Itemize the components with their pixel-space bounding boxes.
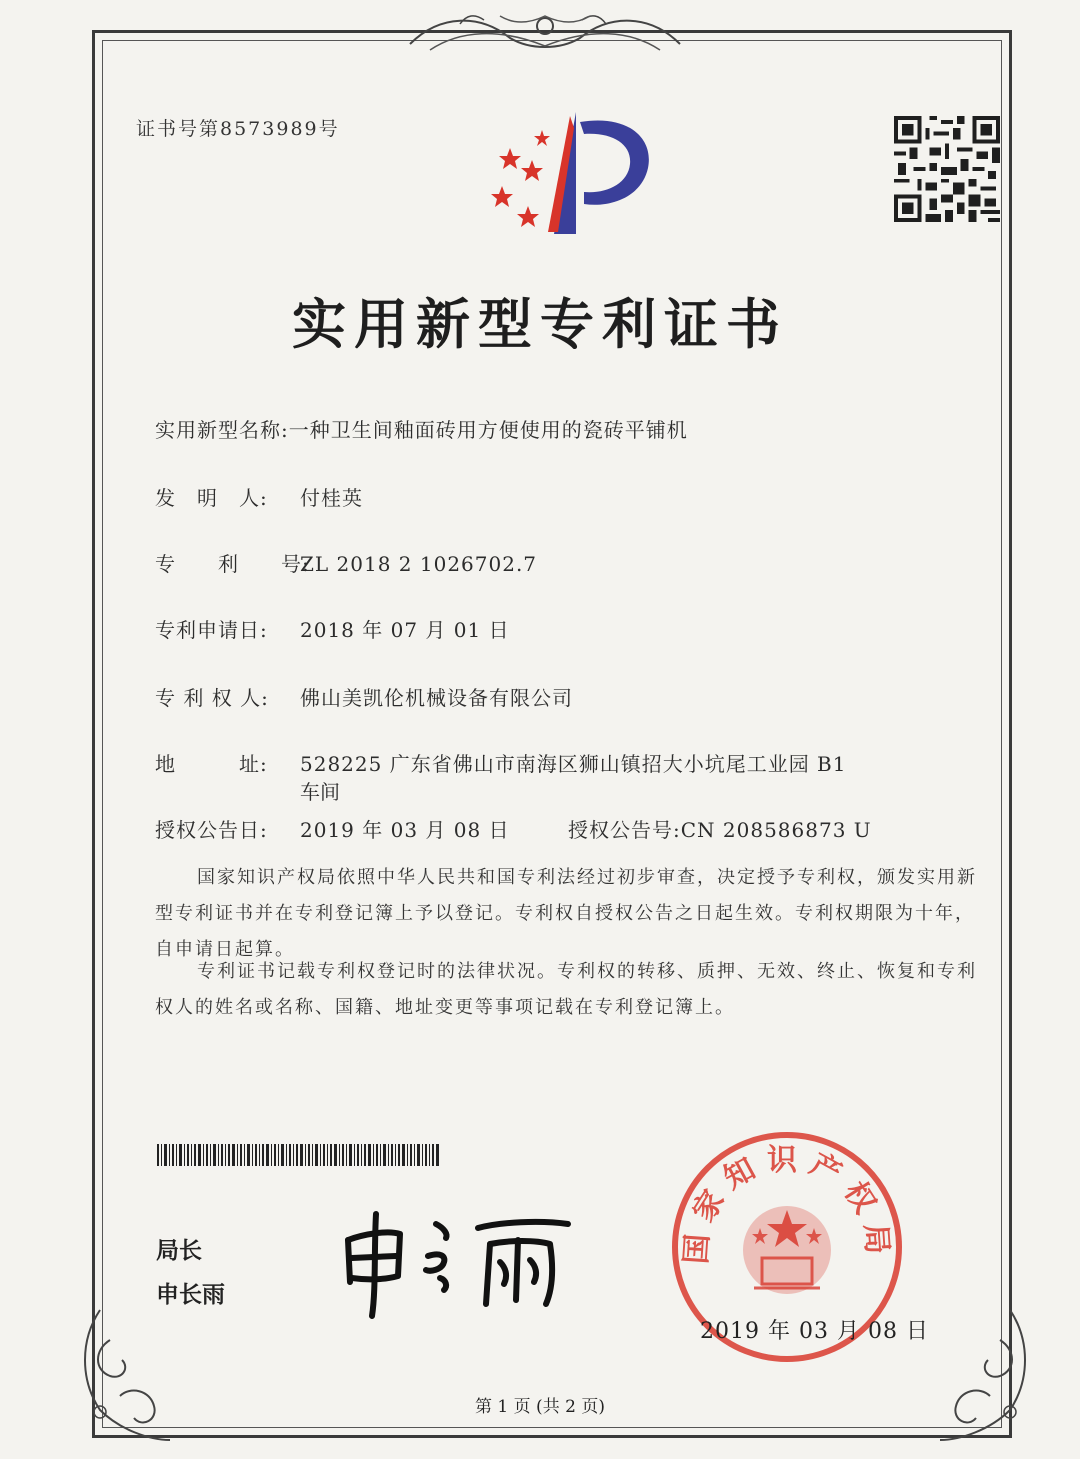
announcement-date-row	[155, 814, 510, 843]
announcement-date-value: 2019 年 03 月 08 日	[300, 818, 510, 842]
seal-date: 2019 年 03 月 08 日	[700, 1319, 929, 1344]
certificate-title: 实用新型专利证书	[292, 293, 788, 356]
signatory-name: 申长雨	[156, 1282, 225, 1308]
inventor-value: 付桂英	[300, 486, 363, 510]
patentee-value: 佛山美凯伦机械设备有限公司	[300, 686, 573, 710]
qr-code	[893, 116, 1001, 222]
filing-date-row	[155, 614, 510, 643]
statement-paragraph-2: 专利证书记载专利权登记时的法律状况。专利权的转移、质押、无效、终止、恢复和专利权人的姓名或名称、国籍、地址变更等事项记载在专利登记簿上。	[155, 961, 977, 1018]
patent-number-row	[155, 548, 537, 577]
signatory-title: 局长	[156, 1238, 202, 1264]
utility-model-name-label: 实用新型名称:	[155, 418, 289, 442]
filing-date-value: 2018 年 07 月 01 日	[300, 618, 510, 642]
barcode	[157, 1144, 439, 1166]
announcement-number-value: CN 208586873 U	[680, 818, 872, 842]
patentee-label: 专 利 权 人:	[155, 686, 269, 710]
utility-model-name-value: 一种卫生间釉面砖用方便使用的瓷砖平铺机	[288, 418, 688, 442]
address-value: 528225 广东省佛山市南海区狮山镇招大小坑尾工业园 B1	[300, 752, 847, 776]
page-indicator: 第 1 页 (共 2 页)	[475, 1397, 605, 1417]
bottom-left-ornament	[70, 1300, 180, 1450]
bottom-right-ornament	[930, 1300, 1040, 1450]
statement-paragraph-1: 国家知识产权局依照中华人民共和国专利法经过初步审查，决定授予专利权，颁发实用新型专利证书并在专利登记簿上予以登记。专利权自授权公告之日起生效。专利权期限为十年，自申请日起算。	[155, 867, 977, 960]
address-label: 地 址:	[155, 752, 268, 776]
inventor-row	[155, 482, 363, 511]
patent-number-label: 专 利 号:	[155, 552, 310, 576]
certificate-number: 证书号第8573989号	[136, 118, 340, 140]
patent-number-value: ZL 2018 2 1026702.7	[300, 552, 538, 576]
inventor-label: 发 明 人:	[155, 486, 268, 510]
patent-office-logo	[488, 108, 658, 242]
announcement-number-label: 授权公告号:	[568, 818, 681, 842]
address-value-continued: 车间	[300, 780, 340, 804]
announcement-number-row	[568, 814, 872, 843]
announcement-date-label: 授权公告日:	[155, 818, 268, 842]
top-ornament	[400, 4, 690, 60]
address-row	[155, 748, 846, 777]
handwritten-signature	[340, 1200, 580, 1320]
svg-text:国家知识产权局: 国家知识产权局	[678, 1143, 896, 1266]
filing-date-label: 专利申请日:	[155, 618, 268, 642]
patentee-row	[155, 682, 573, 711]
utility-model-name-row	[155, 414, 688, 443]
